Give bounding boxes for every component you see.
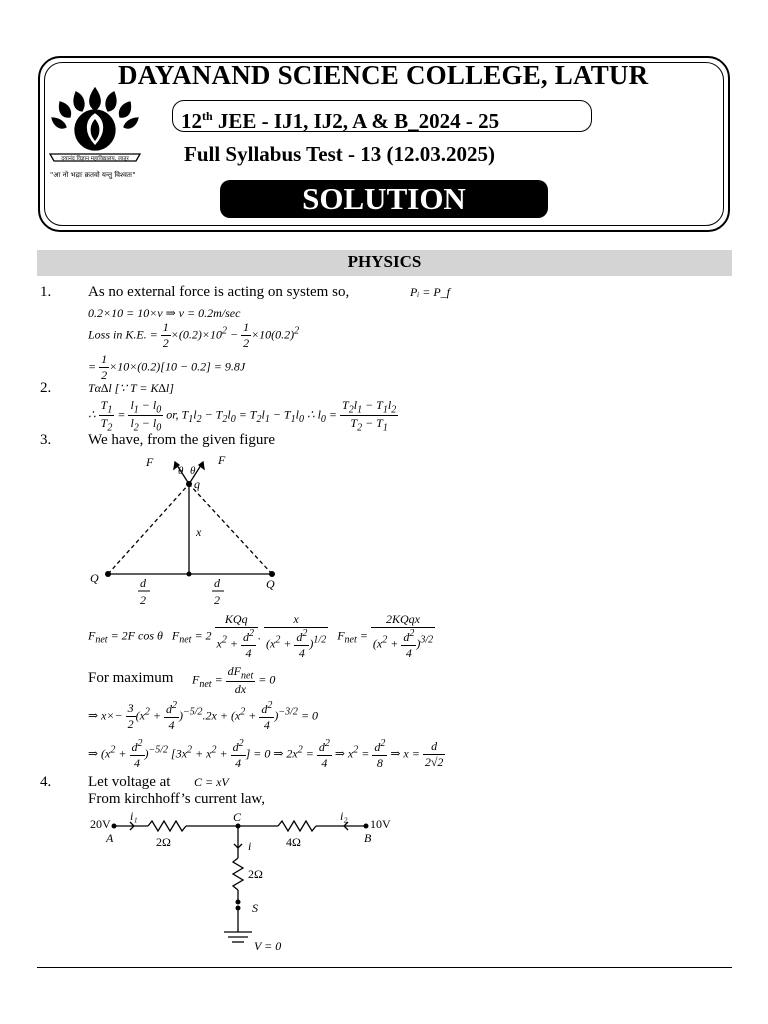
question-number-2: 2. [40,380,52,396]
theta-label-left: θ [178,465,184,477]
q1-eq-line-2: Loss in K.E. = $\frac{1}{2}$ $\times(0.2)\times 10^2$ − $\frac{1}{2}$ $\times 10(0.2)^2$ [88,320,300,350]
q1-eq-line-3: = $\frac{1}{2}$ ×10×(0.2)[10 − 0.2] = 9.8J [88,352,246,382]
half-d-right-num: d [214,576,220,590]
q3-max-eq: $F_{net}$ = $\frac{dF_{net}}{dx}$ = 0 [192,664,276,697]
q2-eq-line-1: Tα∆l [∵ T = K∆l] [88,381,174,395]
node-b-label: B [364,831,372,845]
question-4-text-eq: C = xV [194,775,229,789]
switch-s-label: S [252,901,258,915]
x-label: x [196,525,202,539]
question-3-text: We have, from the given figure [88,432,276,448]
kirchhoff-circuit [88,810,408,955]
node-c-label: C [233,810,242,824]
college-logo-icon [46,80,144,172]
current-i2-label: i₂ [340,810,348,823]
charge-Q-right-label: Q [266,577,275,591]
subject-title: PHYSICS [347,252,422,271]
question-1-text: As no external force is acting on system so, [88,284,350,300]
resistor-2-label: 4Ω [286,835,301,849]
question-4-text2: From kirchhoff’s current law, [88,791,266,807]
half-d-right-den: 2 [214,593,220,607]
charges-figure [80,450,310,610]
question-1-inline-eq: Pᵢ = P_f [410,285,450,299]
force-label-left: F [146,455,154,469]
half-d-left-den: 2 [140,593,146,607]
voltage-b-label: 10V [370,817,391,831]
node-a-label: A [106,831,114,845]
test-title: Full Syllabus Test - 13 (12.03.2025) [184,142,495,166]
charge-q-label: q [194,477,200,491]
solution-banner: SOLUTION [220,180,548,218]
batch-title: 12th JEE - IJ1, IJ2, A & B_2024 - 25 [172,100,592,132]
resistor-3-label: 2Ω [248,867,263,881]
resistor-1-label: 2Ω [156,835,171,849]
current-i1-label: i₁ [130,810,138,823]
q3-max-text: For maximum [88,670,174,686]
half-d-left-num: d [140,576,146,590]
question-number-1: 1. [40,284,52,300]
charge-Q-left-label: Q [90,571,99,585]
logo-banner-text: दयानंद विज्ञान महाविद्यालय, लातूर [61,156,129,162]
q1-eq-line-1: 0.2×10 = 10×v ⇒ v = 0.2m/sec [88,306,241,320]
footer-divider [37,967,732,968]
theta-label-right: θ [190,465,196,477]
logo-motto: "आ नो भद्राः क्रतवो यन्तु विश्वतः" [50,171,136,179]
q3-derivative-eq: ⇒ x×− $\frac{3}{2}$ ($x^2$ + $\frac{d^2}{4}$ )$^{-5/2}.2x + (x^2$ + $\frac{d^2}{4}$ )$^{-3/2}$ = 0 [88,700,319,732]
current-i-label: i [248,839,252,853]
ground-voltage-label: V = 0 [254,939,282,953]
q3-fnet-equations: $F_{net} = 2F$ cos θ $F_{net} = 2$ KQq $x^2$ + $\frac{d^2}{4}$ . x ($x^2$ + $\frac{d^2}{4}$ )$^{1/2}$ $F_{net}$ = 2KQqx ($x^2$ + $\frac{d^2}{4}$ )$^{3/2}$ [88,612,434,660]
question-number-3: 3. [40,432,52,448]
question-4-text: Let voltage at [88,774,171,790]
college-name: DAYANAND SCIENCE COLLEGE, LATUR [118,60,649,90]
question-number-4: 4. [40,774,52,790]
force-label-right: F [218,453,226,467]
voltage-a-label: 20V [90,817,111,831]
q2-eq-line-2: ∴ $\frac{T_1}{T_2}$ = $\frac{l_1 - l_0}{l_2 - l_0}$ or, $T_1l_2 - T_2l_0 = T_2l_1 - T_1l_0$ ∴ $l_0$ = $\frac{T_2l_1 - T_1l_2}{T_2 - T_1}$ [88,398,397,434]
q3-result-eq: ⇒ ($x^2$ + $\frac{d^2}{4}$ )$^{-5/2}$ [$3x^2 + x^2$ + $\frac{d^2}{4}$ ] = 0 ⇒ $2x^2$ = $\frac{d^2}{4}$ ⇒ $x^2$ = $\frac{d^2}{8}$ ⇒ x = $\frac{d}{2√2}$ [88,738,444,770]
